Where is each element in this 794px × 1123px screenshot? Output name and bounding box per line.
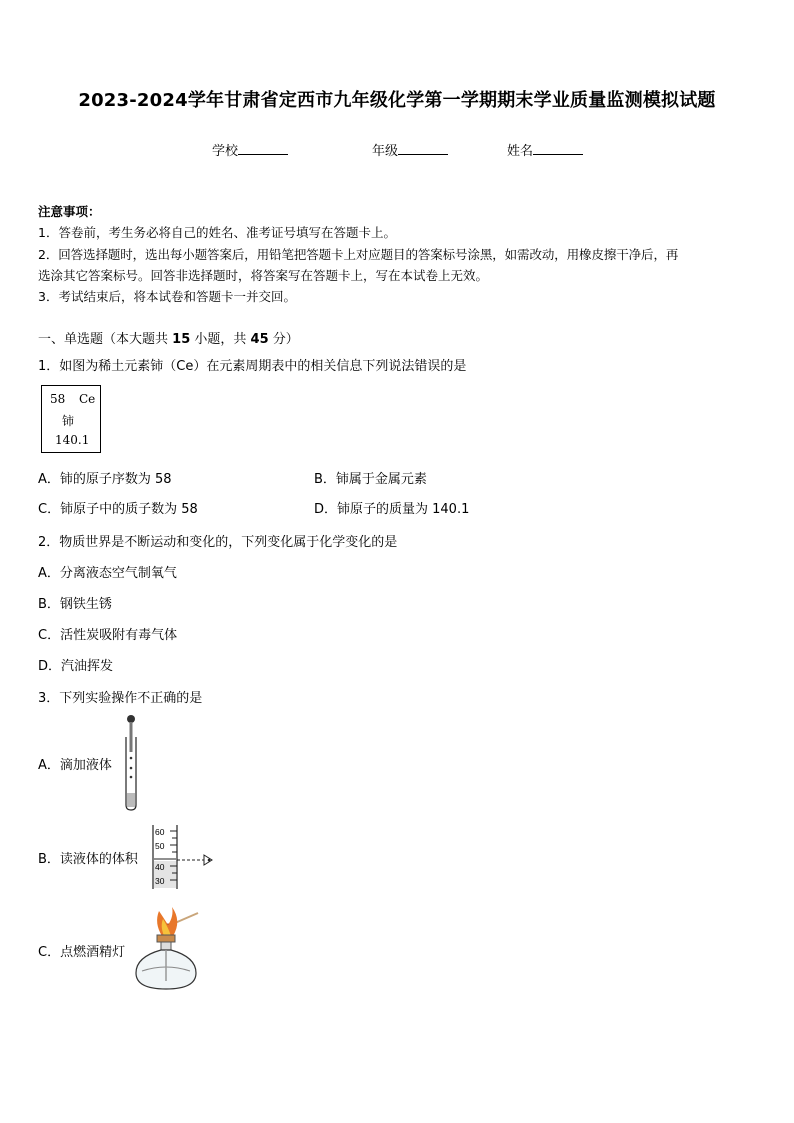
atomic-number: 58 xyxy=(50,392,66,406)
name-label: 姓名 xyxy=(507,144,534,159)
q1-option-c[interactable]: C．铈原子中的质子数为 58 xyxy=(38,502,198,517)
q3-option-a[interactable]: A．滴加液体 xyxy=(38,758,112,773)
name-blank[interactable] xyxy=(533,142,583,155)
page-title: 2023-2024学年甘肃省定西市九年级化学第一学期期末学业质量监测模拟试题 xyxy=(78,90,716,111)
grade-blank[interactable] xyxy=(398,142,448,155)
grade-label: 年级 xyxy=(372,144,399,159)
q2-option-d[interactable]: D．汽油挥发 xyxy=(38,659,114,674)
q2-option-a[interactable]: A．分离液态空气制氧气 xyxy=(38,566,177,581)
q1-option-d[interactable]: D．铈原子的质量为 140.1 xyxy=(314,502,470,517)
tick-label-50: 50 xyxy=(155,841,165,851)
section-header: 一、单选题（本大题共 15 小题，共 45 分） xyxy=(38,332,299,347)
q1-option-b[interactable]: B．铈属于金属元素 xyxy=(314,472,427,487)
test-tube-liquid xyxy=(127,793,135,807)
q3-stem: 3．下列实验操作不正确的是 xyxy=(38,691,203,706)
q2-stem: 2．物质世界是不断运动和变化的，下列变化属于化学变化的是 xyxy=(38,535,398,550)
lamp-cap xyxy=(157,935,175,942)
dropper-bulb xyxy=(127,715,135,723)
tick-label-30: 30 xyxy=(155,876,165,886)
element-name: 铈 xyxy=(62,414,75,428)
grade-field[interactable] xyxy=(372,140,448,159)
q2-option-b[interactable]: B．钢铁生锈 xyxy=(38,597,112,612)
q3-option-b[interactable]: B．读液体的体积 xyxy=(38,852,138,867)
atomic-mass: 140.1 xyxy=(55,433,90,447)
q1-stem: 1．如图为稀土元素铈（Ce）在元素周期表中的相关信息下列说法错误的是 xyxy=(38,359,467,374)
q3-option-c[interactable]: C．点燃酒精灯 xyxy=(38,945,126,960)
notice-item-2-cont: 选涂其它答案标号。回答非选择题时，将答案写在答题卡上，写在本试卷上无效。 xyxy=(38,268,489,283)
tick-label-60: 60 xyxy=(155,827,165,837)
notice-item-3: 3．考试结束后，将本试卷和答题卡一并交回。 xyxy=(38,289,296,304)
dropper-test-tube-illustration xyxy=(120,713,150,813)
dropper-stem xyxy=(130,722,133,752)
element-symbol: Ce xyxy=(79,392,96,406)
notice-heading: 注意事项： xyxy=(38,204,101,219)
school-blank[interactable] xyxy=(238,142,288,155)
school-field[interactable] xyxy=(212,140,288,159)
name-field[interactable] xyxy=(507,140,583,159)
notice-item-2: 2．回答选择题时，选出每小题答案后，用铅笔把答题卡上对应题目的答案标号涂黑，如需改动，用橡皮擦干净后，再 xyxy=(38,247,679,262)
graduated-cylinder-illustration xyxy=(146,823,218,891)
question-count: 15 xyxy=(172,332,191,347)
tick-label-40: 40 xyxy=(155,862,165,872)
q1-option-a[interactable]: A．铈的原子序数为 58 xyxy=(38,472,172,487)
total-score: 45 xyxy=(250,332,269,347)
school-label: 学校 xyxy=(212,144,239,159)
alcohol-lamp-illustration xyxy=(130,905,202,993)
element-card xyxy=(41,385,101,453)
q2-option-c[interactable]: C．活性炭吸附有毒气体 xyxy=(38,628,178,643)
notice-item-1: 1．答卷前，考生务必将自己的姓名、准考证号填写在答题卡上。 xyxy=(38,225,396,240)
